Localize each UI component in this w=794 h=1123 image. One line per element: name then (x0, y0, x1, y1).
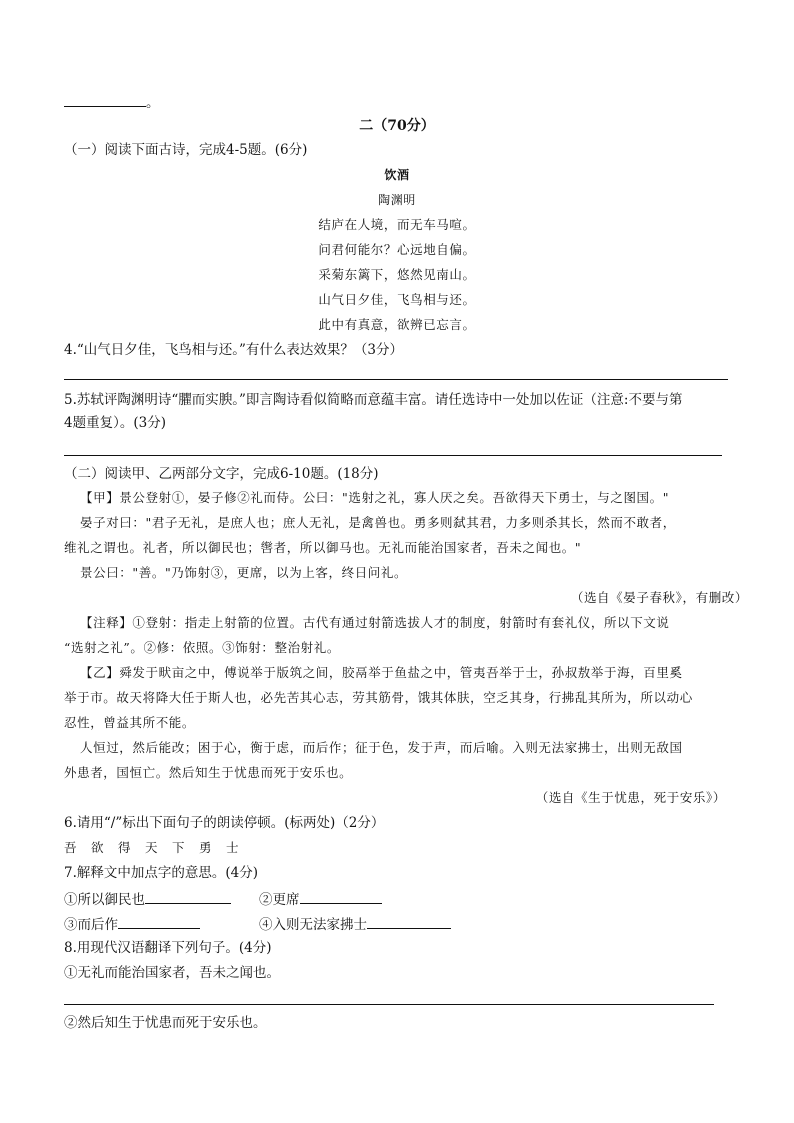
poem-line: 此中有真意，欲辨已忘言。 (318, 317, 476, 332)
passage-yi-p1-line3: 忍性，曾益其所不能。 (64, 715, 196, 730)
q7-item-4: ④入则无法家拂士 (259, 914, 451, 934)
answer-blank[interactable] (118, 914, 200, 929)
passage-yi-p1-line1: 【乙】舜发于畎亩之中，傅说举于版筑之间，胶鬲举于鱼盐之中，管夷吾举于士，孙叔敖举于海，百里奚 (80, 665, 683, 680)
question-6: 6.请用“/”标出下面句子的朗读停顿。(标两处)（2分） (64, 815, 385, 831)
poem-line: 采菊东篱下，悠然见南山。 (318, 267, 476, 282)
passage-yi-p1-line2: 举于市。故天将降大任于斯人也，必先苦其心志，劳其筋骨，饿其体肤，空乏其身，行拂乱其所为，所以动心 (64, 690, 693, 705)
answer-line-q8-1[interactable] (64, 1004, 714, 1005)
passage-yi-p2-line2: 外患者，国恒亡。然后知生于忧患而死于安乐也。 (64, 765, 353, 780)
passage-notes-line2: “选射之礼”。②修：依照。③饰射：整治射礼。 (64, 640, 340, 655)
q7-item-2: ②更席 (259, 889, 382, 909)
answer-blank[interactable] (300, 889, 382, 904)
passage-jia-p3: 景公曰："善。"乃饰射③，更席，以为上客，终日问礼。 (80, 565, 408, 580)
question-5-line1: 5.苏轼评陶渊明诗“臞而实腴。”即言陶诗看似简略而意蕴丰富。请任选诗中一处加以佐证（注意:不要与第 (64, 392, 683, 408)
passage-jia-p2-line2: 维礼之谓也。礼者，所以御民也；辔者，所以御马也。无礼而能治国家者，吾未之闻也。" (64, 540, 582, 555)
answer-blank[interactable] (145, 889, 231, 904)
answer-line-q4[interactable] (64, 379, 728, 380)
question-4: 4.“山气日夕佳，飞鸟相与还。”有什么表达效果？（3分） (64, 342, 404, 358)
poem-author: 陶渊明 (378, 193, 416, 207)
poem-title: 饮酒 (384, 168, 410, 182)
poem-line: 山气日夕佳，飞鸟相与还。 (318, 292, 476, 307)
q7-item-1: ①所以御民也 (64, 889, 231, 909)
answer-line-q5[interactable] (64, 455, 722, 456)
previous-answer-tail: 。 (64, 92, 160, 112)
q8-sentence-2: ②然后知生于忧患而死于安乐也。 (64, 1015, 267, 1031)
question-8: 8.用现代汉语翻译下列句子。(4分) (64, 940, 272, 956)
passage-jia-p1: 【甲】景公登射①，晏子修②礼而侍。公曰："选射之礼，寡人厌之矣。吾欲得天下勇士，与之图国。" (80, 490, 670, 505)
answer-blank[interactable] (367, 914, 451, 929)
q8-sentence-1: ①无礼而能治国家者，吾未之闻也。 (64, 965, 280, 981)
part2-instruction: （二）阅读甲、乙两部分文字，完成6-10题。(18分) (64, 466, 379, 482)
passage-notes-line1: 【注释】①登射：指走上射箭的位置。古代有通过射箭选拔人才的制度，射箭时有套礼仪，所以下文说 (80, 615, 670, 630)
question-5-line2: 4题重复）。(3分) (64, 415, 166, 431)
q7-item-3: ③而后作 (64, 914, 200, 934)
passage-yi-source: （选自《生于忧患，死于安乐》） (535, 790, 726, 805)
passage-yi-p2-line1: 人恒过，然后能改；困于心，衡于虑，而后作；征于色，发于声，而后喻。入则无法家拂士，出则无敌国 (80, 740, 683, 755)
pause-sentence[interactable]: 吾 欲 得 天 下 勇 士 (64, 840, 240, 855)
passage-jia-source: （选自《晏子春秋》，有删改） (570, 590, 748, 605)
question-7: 7.解释文中加点字的意思。(4分) (64, 865, 259, 881)
poem-line: 结庐在人境，而无车马喧。 (318, 217, 476, 232)
section-title: 二（70分） (359, 118, 435, 134)
passage-jia-p2-line1: 晏子对曰："君子无礼，是庶人也；庶人无礼，是禽兽也。勇多则弑其君，力多则杀其长，然而不敢者， (80, 515, 676, 530)
part1-instruction: （一）阅读下面古诗，完成4-5题。(6分) (64, 142, 308, 158)
answer-blank[interactable] (64, 92, 146, 107)
poem-line: 问君何能尔？心远地自偏。 (318, 242, 476, 257)
